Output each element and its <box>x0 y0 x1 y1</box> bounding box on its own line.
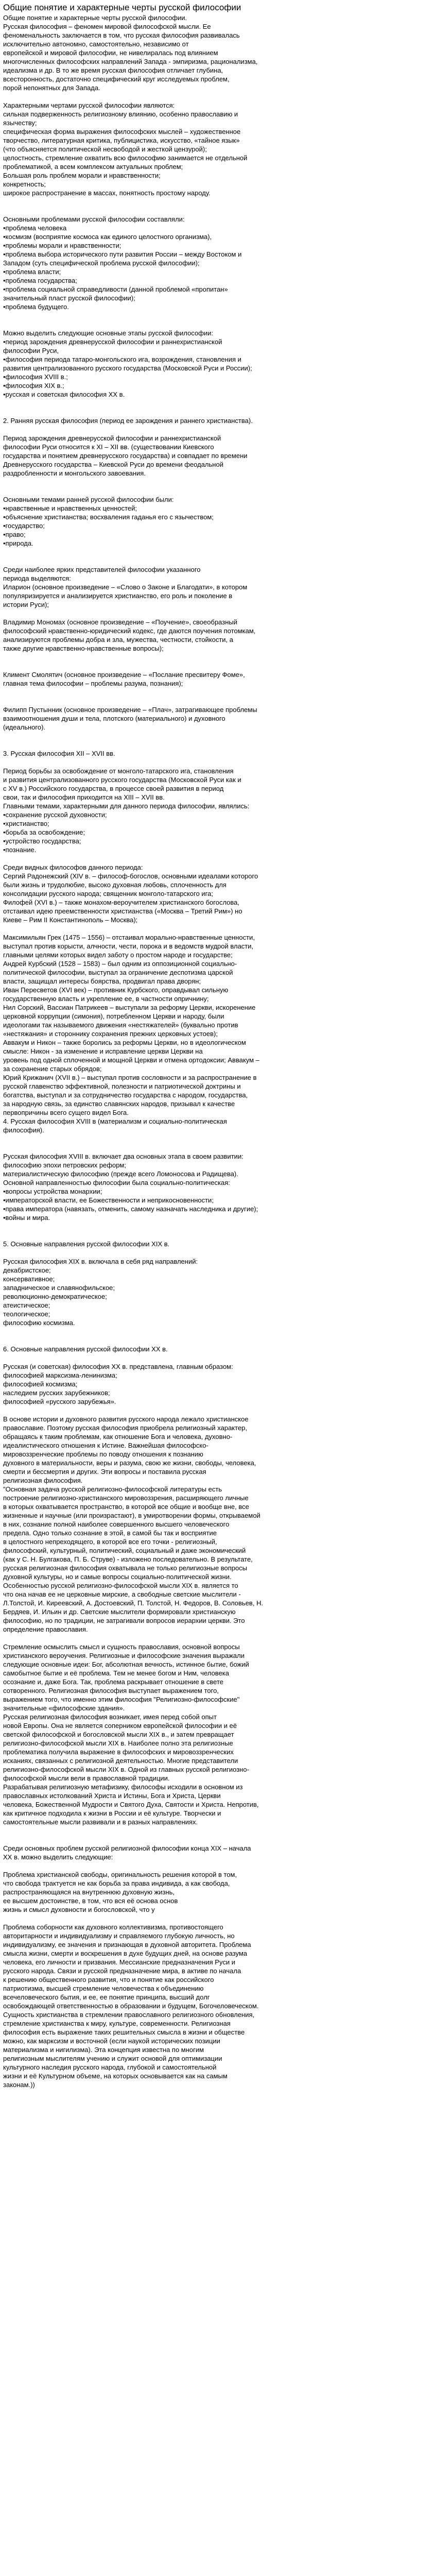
text-line: определение православия. <box>3 1625 88 1633</box>
text-line: значительный пласт русской философии); <box>3 294 135 302</box>
text-line: •сохранение русской духовности; <box>3 811 107 819</box>
text-line: развития централизованного русского государства (Московской Руси и России); <box>3 364 252 372</box>
text-line: •войны и мира. <box>3 1214 50 1222</box>
blank-line <box>3 1353 432 1362</box>
blank-line <box>3 1336 432 1345</box>
text-line: В основе истории и духовного развития русского народа лежало христианское <box>3 1415 249 1423</box>
text-line: философия есть выражение таких решительных смысла в жизни и обществе <box>3 2028 245 2036</box>
text-line: философии Руси, <box>3 347 59 354</box>
text-line: Русская религиозная философия возникает, имея перед собой опыт <box>3 1713 217 1721</box>
text-line: законам.)) <box>3 2081 35 2089</box>
text-line: феноменальность заключается в том, что русская философия развивалась <box>3 31 240 39</box>
blank-line <box>3 924 432 933</box>
text-line: теологическое; <box>3 1310 50 1318</box>
text-line: Сущность христианства в стремлении православного религиозного обновления, <box>3 2011 255 2019</box>
blank-line <box>3 1835 432 1844</box>
text-line: выступал против корысти, алчности, чести, порока и в ведомств мудрой власти, <box>3 942 254 950</box>
text-line: русского народа. Связи и русской предназначение мира, в активе по начала <box>3 1967 241 1975</box>
blank-line <box>3 486 432 495</box>
text-line: исключительно автономно, самостоятельно, независимо от <box>3 40 189 48</box>
text-line: 2. Ранняя русская философия (период ее зарождения и раннего христианства). <box>3 417 253 425</box>
text-line: человека, Божественной Мудрости и Святого Духа, Святости и Христа. Непротив, <box>3 1801 259 1808</box>
text-line: философией марксизма-ленинизма; <box>3 1371 117 1379</box>
text-line: человека, его личности и призвания. Мессианские предназначения Руси и <box>3 1958 235 1966</box>
text-line: •период зарождения древнерусской философии и раннехристианской <box>3 338 222 346</box>
text-line: также другие нравственно-нравственные вопросы); <box>3 645 164 652</box>
text-line: материалистическую философию (прежде всего Ломоносова и Радищева). <box>3 1170 238 1178</box>
text-line: философии Руси относится к XI – XII вв. (существовании Киевского <box>3 443 214 451</box>
text-line: •устройство государства; <box>3 837 81 845</box>
text-line: многочисленных философских направлений Запада - эмпиризма, рационализма, <box>3 58 258 65</box>
text-line: атеистическое; <box>3 1301 50 1309</box>
text-line: и развития централизованного русского государства (Московской Руси как и <box>3 776 241 784</box>
text-line: Владимир Мономах (основное произведение – «Поучение», своеобразный <box>3 618 237 626</box>
text-line: следующие основные идеи: Бог, абсолютная вечность, истинное бытие, божий <box>3 1660 249 1668</box>
text-line: раздробленности и монгольского завоевания. <box>3 469 146 477</box>
text-line: ее высшем достоинстве, в том, что вся её основа основ <box>3 1897 178 1905</box>
text-line: Филофей (XVI в.) – также монахом-вероучителем христианского богослова, <box>3 899 240 906</box>
text-line: периода выделяются: <box>3 574 71 582</box>
blank-line <box>3 311 432 320</box>
text-line: •философия XVIII в.; <box>3 373 68 381</box>
text-line: авторитарности и индивидуализму и справляемого глубокую личность, но <box>3 1932 235 1940</box>
text-line: Юрий Крижанич (XVII в.) – выступал против сословности и за распространение в <box>3 1074 257 1081</box>
text-line: сильная подверженность религиозному влиянию, особенно православию и <box>3 110 238 118</box>
text-line: жизненные и научные (или произрастают), в умиротворении формы, открываемой <box>3 1512 260 1519</box>
text-line: Русская (и советская) философия XX в. представлена, главным образом: <box>3 1363 233 1370</box>
text-line: •право; <box>3 531 26 538</box>
text-line: были жизнь и трудолюбие, высоко духовная любовь, сплоченность для <box>3 881 226 889</box>
blank-line <box>3 653 432 662</box>
text-line: что свобода трактуется не как борьба за права индивида, а как свобода, <box>3 1879 230 1887</box>
text-line: самостоятельные мысли развивали и в разных направлениях. <box>3 1818 198 1826</box>
text-line: церковной коррупции (симония), потребленном Церкви и народу, были <box>3 1012 224 1020</box>
text-line: в которых охватывается пространство, в которой все общие и вообще вне, все <box>3 1503 249 1511</box>
text-line: осознание и, даже Бога. Так, проблема раскрывает отношение в свете <box>3 1678 224 1686</box>
blank-line <box>3 320 432 329</box>
text-line: главная тема философии – проблемы разума, познания); <box>3 680 183 687</box>
text-line: Главными темами, характерными для данного периода философии, являлись: <box>3 802 250 810</box>
text-line: проблематика получила выражение в философских и мировоззренческих <box>3 1748 234 1756</box>
text-line: мировоззренческие проблемы по поводу отношения к познанию <box>3 1450 203 1458</box>
text-line: стремление христианства к миру, культуре, современности. Религиозная <box>3 2020 231 2027</box>
text-line: философию космизма. <box>3 1319 75 1327</box>
blank-line <box>3 1222 432 1231</box>
text-line: XX в. можно выделить следующие: <box>3 1853 113 1861</box>
text-line: религиозно-философской мысли XIX в. Одной из главных русской религиозно- <box>3 1766 249 1773</box>
text-line: Среди видных философов данного периода: <box>3 863 143 871</box>
text-line: отстаивал идею преемственности христианства («Москва – Третий Рим») но <box>3 907 242 915</box>
text-line: порой непонятных для Запада. <box>3 84 100 92</box>
text-line: смерти и бессмертия и других. Эти вопросы и поставила русская <box>3 1468 206 1476</box>
text-line: с XV в.) Российского государства, в процессе своей развития в период <box>3 785 224 792</box>
text-line: смысла жизни, смерти и воскрешения в духе будущих дней, на основе разума <box>3 1950 248 1957</box>
text-line: русская религиозная философия охватывала не только религиозные вопросы <box>3 1564 248 1572</box>
text-line: Основными темами ранней русской философии были: <box>3 496 174 503</box>
text-line: жизни и её Культурном объеме, на которых основывается как на самым <box>3 2072 228 2080</box>
text-line: популяризируется и анализируется христианство, его роль и поколение в <box>3 592 233 600</box>
text-line: религиозным мыслителям учению и служит основой для оптимизации <box>3 2055 222 2062</box>
text-line: •христианство; <box>3 820 49 827</box>
text-line: •вопросы устройства монархии; <box>3 1188 102 1195</box>
text-line: православие. Поэтому русская философия приобрела религиозный характер, <box>3 1424 248 1432</box>
text-line: Среди основных проблем русской религиозной философии конца XIX – начала <box>3 1844 251 1852</box>
text-line: целостность, стремление охватить всю философию занимается не отдельной <box>3 154 248 162</box>
text-line: всесторонность, достаточно специфический круг исследуемых проблем, <box>3 75 230 83</box>
text-line: новой Европы. Она не является соперником европейской философии и её <box>3 1722 237 1730</box>
text-line: идеалистического отношения к Истине. Важнейшая философско- <box>3 1442 208 1449</box>
text-line: •нравственные и нравственных ценностей; <box>3 504 137 512</box>
text-line: 3. Русская философия XII – XVII вв. <box>3 750 115 757</box>
text-line: Западом (суть специфической проблема русской философии); <box>3 259 200 267</box>
blank-line <box>3 758 432 767</box>
text-line: философией «русского зарубежья». <box>3 1398 116 1405</box>
text-line: православных истолкований Христа и Истины, Бога и Христа, Церкви <box>3 1792 221 1800</box>
text-line: жизнь и смысл духовности и богословской, что у <box>3 1906 155 1913</box>
text-line: построение религиозно-христианского мировоззрения, расширяющего личные <box>3 1494 249 1502</box>
text-line: Период борьбы за освобождение от монголо-татарского ига, становления <box>3 767 234 775</box>
text-line: главными целями которых видел заботу о простом народе и государстве; <box>3 951 233 959</box>
text-line: •проблема социальной справедливости (данной проблемой «пропитан» <box>3 285 228 293</box>
text-line: Общие понятие и характерные черты русской философии. <box>3 14 187 22</box>
text-line: идеологами так называемого движения «нестяжателей» (буквально против <box>3 1021 238 1029</box>
text-line: Характерными чертами русской философии являются: <box>3 101 175 109</box>
text-line: за сохранение старых обрядов; <box>3 1065 102 1073</box>
blank-line <box>3 662 432 670</box>
text-line: •космизм (восприятие космоса как единого целостного организма), <box>3 233 212 241</box>
text-line: истории Руси); <box>3 601 49 608</box>
text-line: •познание. <box>3 846 37 854</box>
text-line: философский нравственно-юридический кодекс, где даются поучения потомкам, <box>3 627 256 635</box>
text-line: исканиях, связанных с религиозной деятельностью. Многие представители <box>3 1757 238 1765</box>
text-line: свои, так и философия приходится на XIII – XVII вв. <box>3 793 165 801</box>
text-line: философию эпохи петровских реформ; <box>3 1161 126 1169</box>
text-line: Русская философия XVIII в. включает два основных этапа в своем развитии: <box>3 1153 243 1160</box>
text-line: (идеального). <box>3 723 46 731</box>
blank-line <box>3 478 432 486</box>
blank-line <box>3 688 432 697</box>
text-line: в целостного непреходящего, в которой все его точки - религиозный, <box>3 1538 217 1546</box>
text-line: наследием русских зарубежников; <box>3 1389 110 1397</box>
text-line: •русская и советская философия XX в. <box>3 391 125 398</box>
text-line: Основными проблемами русской философии составляли: <box>3 215 185 223</box>
blank-line <box>3 854 432 863</box>
text-line: •проблема будущего. <box>3 303 69 311</box>
text-line: Аввакум и Никон – также боролись за реформы Церкви, но в идеологическом <box>3 1039 246 1046</box>
text-line: смысле: Никон - за изменение и исправление церкви Церкви на <box>3 1047 203 1055</box>
blank-line <box>3 1327 432 1336</box>
text-line: •проблема государства; <box>3 277 77 284</box>
text-line: духовного в материальности, веры и разума, свою же жизни, свободы, человека, <box>3 1459 256 1467</box>
text-line: Можно выделить следующие основные этапы русской философии: <box>3 329 214 337</box>
text-line: "Основная задача русской религиозно-философской литературы есть <box>3 1485 222 1493</box>
text-line: взаимоотношения души и тела, плотского (материального) и духовного <box>3 715 225 722</box>
blank-line <box>3 425 432 434</box>
blank-line <box>3 1861 432 1870</box>
blank-line <box>3 1143 432 1152</box>
text-line: Климент Смолятич (основное произведение – «Послание пресвитеру Фоме», <box>3 671 245 679</box>
text-line: специфическая форма выражения философских мыслей – художественное <box>3 128 241 135</box>
text-line: освобождающей ответственностью в образовании и будущем, Богочеловеческом. <box>3 2002 259 2010</box>
text-line: самобытное бытие и её проблема. Тем не менее богом и Ним, человека <box>3 1669 230 1677</box>
text-line: Бердяев, И. Ильин и др. Светские мыслители формировали христианскую <box>3 1608 236 1616</box>
text-line: Андрей Курбский (1528 – 1583) – был одним из оппозиционной социально- <box>3 960 237 968</box>
text-line: •проблема человека <box>3 224 67 232</box>
text-line: Основной направленностью философии была социально-политическая: <box>3 1179 230 1187</box>
text-line: европейской и мировой философии, не нивелиралась под влиянием <box>3 49 218 57</box>
text-line: государства и понятием древнерусского государства) и совпадает по времени <box>3 452 248 460</box>
blank-line <box>3 92 432 101</box>
text-line: •императорской власти, ее Божественности и неприкосновенности; <box>3 1196 214 1204</box>
text-line: распространяющаяся на внутреннюю духовную жизнь, <box>3 1888 175 1896</box>
text-line: духовной культуры, но и самые вопросы социально-политической жизни. <box>3 1573 232 1581</box>
text-line: философский, культурный, политический, социальный и даже экономический <box>3 1547 246 1554</box>
text-line: •природа. <box>3 539 33 547</box>
blank-line <box>3 1826 432 1835</box>
text-line: религиозная философия. <box>3 1477 83 1484</box>
text-line: значительные «философские здания». <box>3 1704 125 1712</box>
text-line: консервативное; <box>3 1275 55 1283</box>
text-line: русской главенство эффективной, полезности и патриотической доктрины и <box>3 1082 241 1090</box>
text-line: Иван Пересветов (XVI век) – противник Курбского, оправдывал сильную <box>3 986 229 994</box>
blank-line <box>3 697 432 705</box>
text-line: 5. Основные направления русской философии XIX в. <box>3 1240 170 1248</box>
text-line: декабристское; <box>3 1266 51 1274</box>
text-line: •объяснение христианства; восхваления гаданья его с язычеством; <box>3 513 214 521</box>
text-line: (как у С. Н. Булгакова, П. Б. Струве) - изложено последовательно. В результате, <box>3 1555 253 1563</box>
text-line: широкое распространение в массах, понятность простому народу. <box>3 189 211 197</box>
text-line: культурного наследия русского народа, глубокой и самостоятельной <box>3 2063 217 2071</box>
text-line: язычеству; <box>3 119 37 127</box>
blank-line <box>3 197 432 206</box>
text-line: •проблемы морали и нравственности; <box>3 242 121 249</box>
blank-line <box>3 740 432 749</box>
text-line: философию, но по традиции, не затрагивали вопросов иерархии церкви. Это <box>3 1617 245 1624</box>
text-line: творчество, литературная критика, публицистика, искусство, «тайное язык» <box>3 137 240 144</box>
text-line: к решению общественного развития, что и понятие как российского <box>3 1976 214 1984</box>
blank-line <box>3 1406 432 1415</box>
text-line: Проблема христианской свободы, оригинальность решения которой в том, <box>3 1871 237 1878</box>
blank-line <box>3 609 432 618</box>
text-line: •проблема выбора исторического пути развития России – между Востоком и <box>3 250 242 258</box>
text-line: власти, защищал интересы боярства, продвигал права дворян; <box>3 977 201 985</box>
document-title: Общие понятие и характерные черты русской философии <box>3 3 241 12</box>
text-line: анализируются проблемы добра и зла, мужества, честности, стойкости, а <box>3 636 234 643</box>
text-line: предела. Одно только сознание в этой, в самой бы так и восприятие <box>3 1529 217 1537</box>
blank-line <box>3 1914 432 1923</box>
text-line: 6. Основные направления русской философии XX в. <box>3 1345 168 1353</box>
text-line: Период зарождения древнерусской философии и раннехристианской <box>3 434 221 442</box>
text-line: революционно-демократическое; <box>3 1293 107 1300</box>
text-line: 4. Русская философия XVIII в (материализм и социально-политическая <box>3 1117 227 1125</box>
text-line: можно, как марксизм и восточной (если наукой исторических позиции <box>3 2037 220 2045</box>
text-line: Нил Сорский, Вассиан Патрикеев – выступали за реформу Церкви, искоренение <box>3 1004 256 1011</box>
text-line: за народную связь, за единство славянских народов, призывал к качестве <box>3 1100 235 1108</box>
text-line: светской философской и богословской мысли XIX в., и затем превращает <box>3 1731 234 1738</box>
text-line: индивидуализму, ее значения и признающая в духовной авторитета. Проблема <box>3 1941 251 1948</box>
text-line: патриотизма, высшей стремление человечества к объединению <box>3 1985 204 1992</box>
text-line: обращаясь к таким проблемам, как отношение Бога и человека, духовно- <box>3 1433 233 1440</box>
text-line: Киеве – Рим II Константинополь – Москва); <box>3 916 138 924</box>
text-line: (что объясняется политической несвободой и жесткой цензурой); <box>3 145 207 153</box>
text-line: •философия XIX в.; <box>3 382 64 389</box>
blank-line <box>3 408 432 416</box>
text-line: проблематикой, а всем комплексом актуальных проблем; <box>3 163 183 171</box>
text-line: Русская философия – феномен мировой философской мысли. Ее <box>3 23 211 30</box>
text-line: «нестяжания» и стороннику сохранения прежних церковных устоев); <box>3 1030 218 1038</box>
blank-line <box>3 732 432 740</box>
text-line: Большая роль проблем морали и нравственности; <box>3 172 161 179</box>
text-line: материализма и нигилизма). Эта концепция известна по многим <box>3 2046 204 2054</box>
text-line: что она начав ее не церковные мирские, а свободные светские мыслители - <box>3 1590 241 1598</box>
text-line: всечеловеческого бытия, и ее, ее понятие принципа, высший долг <box>3 1993 210 2001</box>
text-line: Л.Толстой, И. Киреевский, А. Достоевский, П. Толстой, Н. Федоров, В. Соловьев, Н. <box>3 1599 264 1607</box>
text-line: Разрабатывая религиозную метафизику, философы исходили в основном из <box>3 1783 243 1791</box>
text-line: •государство; <box>3 522 45 530</box>
document-body <box>3 13 432 2089</box>
text-line: •проблема власти; <box>3 268 61 276</box>
text-line: Русская философия XIX в. включала в себя ряд направлений: <box>3 1258 198 1265</box>
text-line: как критичное подходила к жизни в России и её культуре. Творчески и <box>3 1809 221 1817</box>
blank-line <box>3 548 432 556</box>
blank-line <box>3 556 432 565</box>
text-line: философской мысли вели в православной традиции. <box>3 1774 170 1782</box>
text-line: философией космизма; <box>3 1380 78 1388</box>
text-line: Сергий Радонежский (XIV в. – философ-богослов, основными идеалами которого <box>3 872 258 880</box>
blank-line <box>3 206 432 215</box>
text-line: сотворенного. Религиозная философия выступает выражением того, <box>3 1687 219 1694</box>
text-line: Среди наиболее ярких представителей философии указанного <box>3 566 201 573</box>
text-line: конкретность; <box>3 180 46 188</box>
text-line: уровень под одной сплоченной и мощной Церкви и отмена ортодоксии; Аввакум – <box>3 1056 259 1064</box>
text-line: первопричины всего сущего видел Бога. <box>3 1109 129 1116</box>
text-line: консолидации русского народа; священник монголо-татарского ига; <box>3 890 213 897</box>
text-line: религиозно-философской мысли XIX в. Наиболее полно эта религиозные <box>3 1739 233 1747</box>
text-line: в них, сознание полной наиболее совершенного высшего человеческого <box>3 1520 230 1528</box>
text-line: выражением того, что именно этим философия "Религиозно-философские" <box>3 1696 240 1703</box>
text-line: Иларион (основное произведение – «Слово о Законе и Благодати», в котором <box>3 583 248 591</box>
text-line: западническое и славянофильское; <box>3 1284 115 1292</box>
text-line: политической философии, выступал за ограничение деспотизма царской <box>3 969 233 976</box>
text-line: Древнерусского государства – Киевской Руси до времени феодальной <box>3 461 223 468</box>
text-line: Проблема соборности как духовного коллективизма, противостоящего <box>3 1923 223 1931</box>
text-line: •философия периода татаро-монгольского ига, возрождения, становления и <box>3 355 241 363</box>
blank-line <box>3 1134 432 1143</box>
blank-line <box>3 1634 432 1642</box>
text-line: •борьба за освобождение; <box>3 828 85 836</box>
blank-line <box>3 399 432 408</box>
text-line: Стремление осмыслить смысл и сущность православия, основной вопросы <box>3 1643 240 1651</box>
text-line: Филипп Пустынник (основное произведение – «Плач», затрагивающее проблемы <box>3 706 257 714</box>
text-line: государственную власть и укрепление ее, в частности опричнину; <box>3 995 209 1003</box>
text-line: богатства, выступал и за сотрудничество государства с народом, государства, <box>3 1091 248 1099</box>
blank-line <box>3 1248 432 1257</box>
text-line: философия). <box>3 1126 44 1134</box>
text-line: Максимильян Грек (1475 – 1556) – отстаивал морально-нравственные ценности, <box>3 934 255 941</box>
text-line: Особенностью русской религиозно-философской мысли XIX в. является то <box>3 1582 238 1589</box>
text-line: христианского вероучения. Религиозные и философские значения выражали <box>3 1652 245 1659</box>
blank-line <box>3 1231 432 1240</box>
text-line: •права императора (навязать, отменить, самому назначать наследника и другие); <box>3 1205 258 1213</box>
text-line: идеализма и др. В то же время русская философия отличает глубина, <box>3 66 223 74</box>
